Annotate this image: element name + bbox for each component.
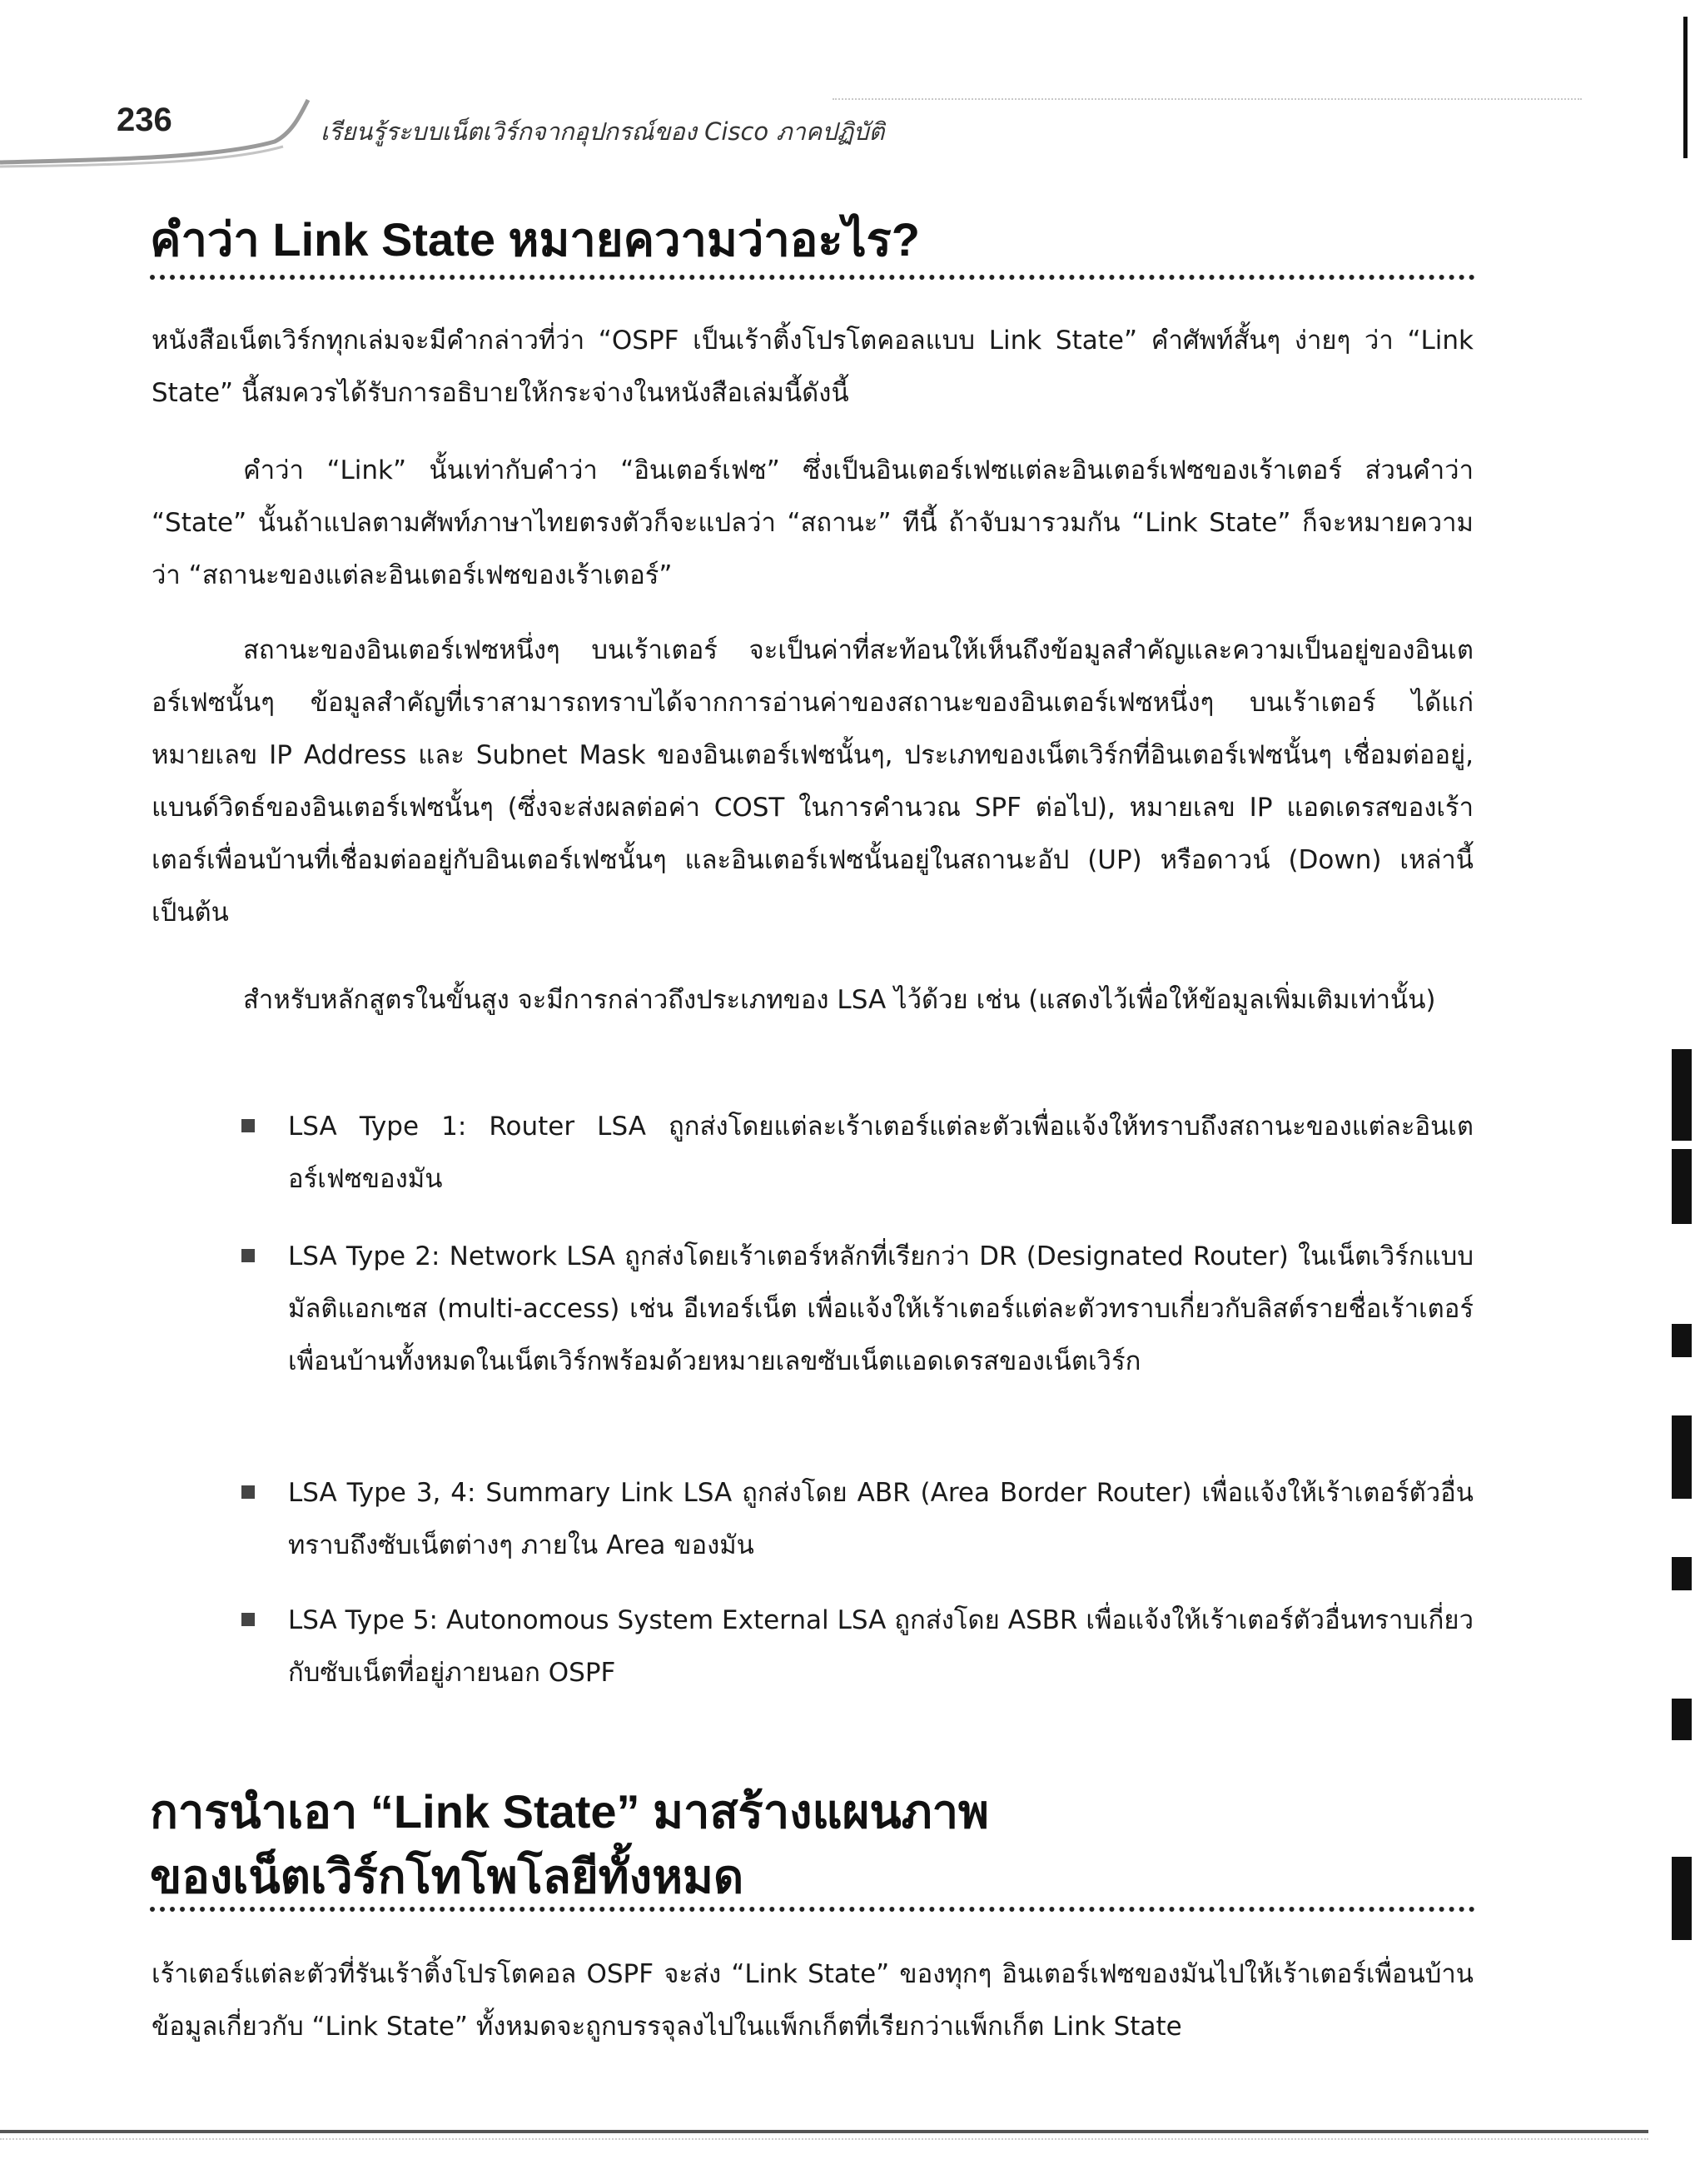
paragraph-interface-state: สถานะของอินเตอร์เฟซหนึ่งๆ บนเร้าเตอร์ จะเป็นค่าที่สะท้อนให้เห็นถึงข้อมูลสำคัญและความเป็นอยู่ของอินเตอร์เฟซนั้นๆ ข้อมูลสำคัญที่เราสามารถทราบได้จากการอ่านค่าของสถานะของอินเตอร์เฟซหนึ่งๆ บนเร้าเตอร์ ได้แก่ หมายเลข IP Address และ Subnet Mask ของอินเตอร์เฟซนั้นๆ, ประเภทของเน็ตเวิร์กที่อินเตอร์เฟซนั้นๆ เชื่อมต่ออยู่, แบนด์วิดธ์ของอินเตอร์เฟซนั้นๆ (ซึ่งจะส่งผลต่อค่า COST ในการคำนวณ SPF ต่อไป), หมายเลข IP แอดเดรสของเร้าเตอร์เพื่อนบ้านที่เชื่อมต่ออยู่กับอินเตอร์เฟซนั้นๆ และอินเตอร์เฟซนั้นอยู่ในสถานะอัป (UP) หรือดาวน์ (Down) เหล่านี้เป็นต้น bbox=[152, 635, 1474, 928]
scan-edge-mark bbox=[1672, 1324, 1692, 1357]
scan-edge-mark bbox=[1683, 17, 1688, 158]
bullet-text: LSA Type 2: Network LSA ถูกส่งโดยเร้าเตอร์หลักที่เรียกว่า DR (Designated Router) ในเน็ตเวิร์กแบบมัลติแอกเซส (multi-access) เช่น อีเทอร์เน็ต เพื่อแจ้งให้เร้าเตอร์แต่ละตัวทราบเกี่ยวกับลิสต์รายชื่อเร้าเตอร์เพื่อนบ้านทั้งหมดในเน็ตเวิร์กพร้อมด้วยหมายเลขซับเน็ตแอดเดรสของเน็ตเวิร์ก bbox=[288, 1241, 1474, 1376]
section-heading-topology-line-2: ของเน็ตเวิร์กโทโพโลยีทั้งหมด bbox=[150, 1850, 744, 1903]
running-header-title: เรียนรู้ระบบเน็ตเวิร์กจากอุปกรณ์ของ Cisco ภาคปฏิบัติ bbox=[321, 117, 885, 146]
paragraph-link-meaning: คำว่า “Link” นั้นเท่ากับคำว่า “อินเตอร์เฟซ” ซึ่งเป็นอินเตอร์เฟซแต่ละอินเตอร์เฟซของเร้าเตอร์ ส่วนคำว่า “State” นั้นถ้าแปลตามศัพท์ภาษาไทยตรงตัวก็จะแปลว่า “สถานะ” ทีนี้ ถ้าจับมารวมกัน “Link State” ก็จะหมายความว่า “สถานะของแต่ละอินเตอร์เฟซของเร้าเตอร์” bbox=[152, 455, 1474, 590]
scan-edge-mark bbox=[1672, 1049, 1692, 1141]
footer-rule bbox=[0, 2130, 1648, 2133]
scan-edge-mark bbox=[1672, 1699, 1692, 1740]
scan-edge-mark bbox=[1672, 1415, 1692, 1499]
scan-edge-mark bbox=[1672, 1557, 1692, 1590]
heading-dotted-rule bbox=[150, 1907, 1475, 1912]
scan-edge-mark bbox=[1672, 1857, 1692, 1940]
bullet-text: LSA Type 5: Autonomous System External LSA ถูกส่งโดย ASBR เพื่อแจ้งให้เร้าเตอร์ตัวอื่นทราบเกี่ยวกับซับเน็ตที่อยู่ภายนอก OSPF bbox=[288, 1605, 1474, 1688]
paragraph-lsa-types-intro: สำหรับหลักสูตรในขั้นสูง จะมีการกล่าวถึงประเภทของ LSA ไว้ด้วย เช่น (แสดงไว้เพื่อให้ข้อมูลเพิ่มเติมเท่านั้น) bbox=[243, 985, 1436, 1015]
footer-scan-noise bbox=[0, 2138, 1648, 2140]
square-bullet-icon bbox=[241, 1485, 255, 1499]
bullet-text: LSA Type 1: Router LSA ถูกส่งโดยแต่ละเร้าเตอร์แต่ละตัวเพื่อแจ้งให้ทราบถึงสถานะของแต่ละอินเตอร์เฟซของมัน bbox=[288, 1112, 1474, 1194]
square-bullet-icon bbox=[241, 1249, 255, 1262]
paragraph-link-state-packet: เร้าเตอร์แต่ละตัวที่รันเร้าติ้งโปรโตคอล OSPF จะส่ง “Link State” ของทุกๆ อินเตอร์เฟซของมันไปให้เร้าเตอร์เพื่อนบ้าน ข้อมูลเกี่ยวกับ “Link State” ทั้งหมดจะถูกบรรจุลงไปในแพ็กเก็ตที่เรียกว่าแพ็กเก็ต Link State bbox=[152, 1959, 1474, 2042]
page-number: 236 bbox=[117, 102, 172, 138]
square-bullet-icon bbox=[241, 1613, 255, 1626]
section-heading-topology-line-1: การนำเอา “Link State” มาสร้างแผนภาพ bbox=[150, 1785, 989, 1838]
heading-dotted-rule bbox=[150, 275, 1475, 280]
paragraph-intro: หนังสือเน็ตเวิร์กทุกเล่มจะมีคำกล่าวที่ว่า “OSPF เป็นเร้าติ้งโปรโตคอลแบบ Link State” คำศัพท์สั้นๆ ง่ายๆ ว่า “Link State” นี้สมควรได้รับการอธิบายให้กระจ่างในหนังสือเล่มนี้ดังนี้ bbox=[152, 326, 1474, 408]
bullet-text: LSA Type 3, 4: Summary Link LSA ถูกส่งโดย ABR (Area Border Router) เพื่อแจ้งให้เร้าเตอร์ตัวอื่นทราบถึงซับเน็ตต่างๆ ภายใน Area ของมัน bbox=[288, 1478, 1474, 1560]
section-heading-link-state: คำว่า Link State หมายความว่าอะไร? bbox=[150, 213, 920, 266]
header-dotted-line bbox=[833, 98, 1582, 107]
square-bullet-icon bbox=[241, 1119, 255, 1132]
scan-edge-mark bbox=[1672, 1149, 1692, 1224]
